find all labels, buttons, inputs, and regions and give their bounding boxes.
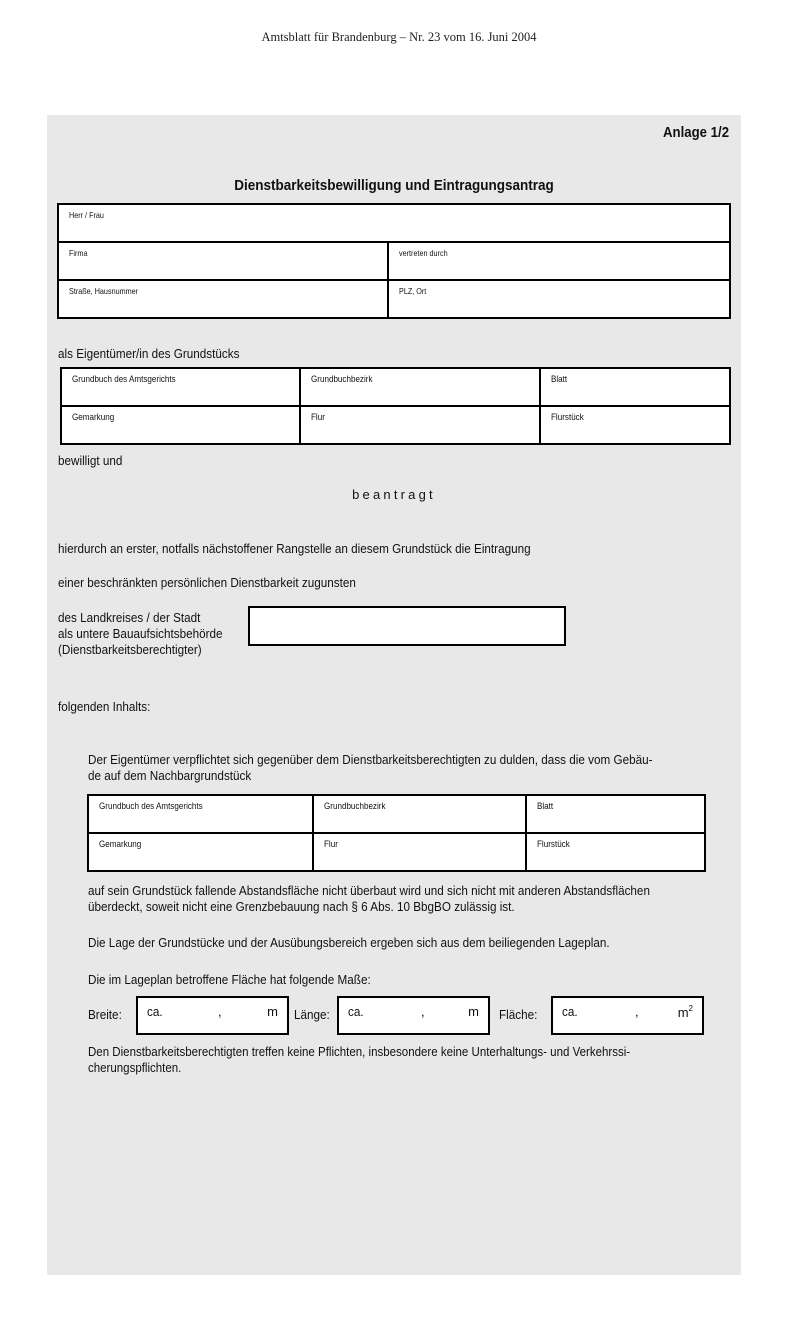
dimensions-intro: Die im Lageplan betroffene Fläche hat folgende Maße: <box>88 972 371 987</box>
attachment-label: Anlage 1/2 <box>662 124 729 141</box>
laenge-label: Länge: <box>294 1007 330 1022</box>
neighbor-parcel-table <box>87 794 706 872</box>
form-panel <box>47 115 741 1275</box>
field-flur[interactable]: Flur <box>300 406 540 444</box>
running-header: Amtsblatt für Brandenburg – Nr. 23 vom 16. Juni 2004 <box>261 30 537 44</box>
breite-input[interactable]: ca. , m <box>136 996 289 1035</box>
field-plz-ort[interactable]: PLZ, Ort <box>388 280 730 318</box>
content-intro: folgenden Inhalts: <box>58 699 151 714</box>
rank-text: hierdurch an erster, notfalls nächstoffener Rangstelle an diesem Grundstück die Eintragung <box>58 541 531 556</box>
field-strasse-hausnummer[interactable]: Straße, Hausnummer <box>58 280 388 318</box>
laenge-input[interactable]: ca. , m <box>337 996 490 1035</box>
breite-label: Breite: <box>88 1007 122 1022</box>
obligation-text: Der Eigentümer verpflichtet sich gegenüber dem Dienstbarkeitsberechtigten zu dulden, dass die vom Gebäu- de auf dem Nachbargrundstück <box>88 752 653 783</box>
field-neighbor-flurstueck[interactable]: Flurstück <box>526 833 705 871</box>
parcel-table <box>60 367 731 445</box>
duties-text: Den Dienstbarkeitsberechtigten treffen keine Pflichten, insbesondere keine Unterhaltungs- und Verkehrssi- cherungspflichten. <box>88 1044 631 1075</box>
field-grundbuch-amtsgericht[interactable]: Grundbuch des Amtsgerichts <box>61 368 300 406</box>
distance-text: auf sein Grundstück fallende Abstandsfläche nicht überbaut wird und sich nicht mit anderen Abstandsflächen überdeckt, soweit nicht eine Grenzbebauung nach § 6 Abs. 10 BbgBO zulässig ist. <box>88 883 650 914</box>
field-herr-frau[interactable]: Herr / Frau <box>58 204 730 242</box>
servitude-text: einer beschränkten persönlichen Dienstbarkeit zugunsten <box>58 575 356 590</box>
field-neighbor-grundbuch-amtsgericht[interactable]: Grundbuch des Amtsgerichts <box>88 795 313 833</box>
form-title: Dienstbarkeitsbewilligung und Eintragungsantrag <box>234 177 554 194</box>
field-vertreten-durch[interactable]: vertreten durch <box>388 242 730 280</box>
owner-intro: als Eigentümer/in des Grundstücks <box>58 346 240 361</box>
field-gemarkung[interactable]: Gemarkung <box>61 406 300 444</box>
field-grundbuchbezirk[interactable]: Grundbuchbezirk <box>300 368 540 406</box>
flaeche-input[interactable]: ca. , $m^2$ <box>551 996 704 1035</box>
beneficiary-input[interactable] <box>248 606 566 646</box>
location-text: Die Lage der Grundstücke und der Ausübungsbereich ergeben sich aus dem beiliegenden Lageplan. <box>88 935 610 950</box>
flaeche-label: Fläche: <box>499 1007 538 1022</box>
field-flurstueck[interactable]: Flurstück <box>540 406 730 444</box>
beantragt-text: beantragt <box>352 487 436 502</box>
field-neighbor-blatt[interactable]: Blatt <box>526 795 705 833</box>
beneficiary-label: des Landkreises / der Stadt als untere Bauaufsichtsbehörde (Dienstbarkeitsberechtigter) <box>58 610 223 657</box>
field-blatt[interactable]: Blatt <box>540 368 730 406</box>
field-neighbor-grundbuchbezirk[interactable]: Grundbuchbezirk <box>313 795 526 833</box>
applicant-table <box>57 203 731 319</box>
field-firma[interactable]: Firma <box>58 242 388 280</box>
bewilligt-text: bewilligt und <box>58 453 123 468</box>
field-neighbor-flur[interactable]: Flur <box>313 833 526 871</box>
field-neighbor-gemarkung[interactable]: Gemarkung <box>88 833 313 871</box>
